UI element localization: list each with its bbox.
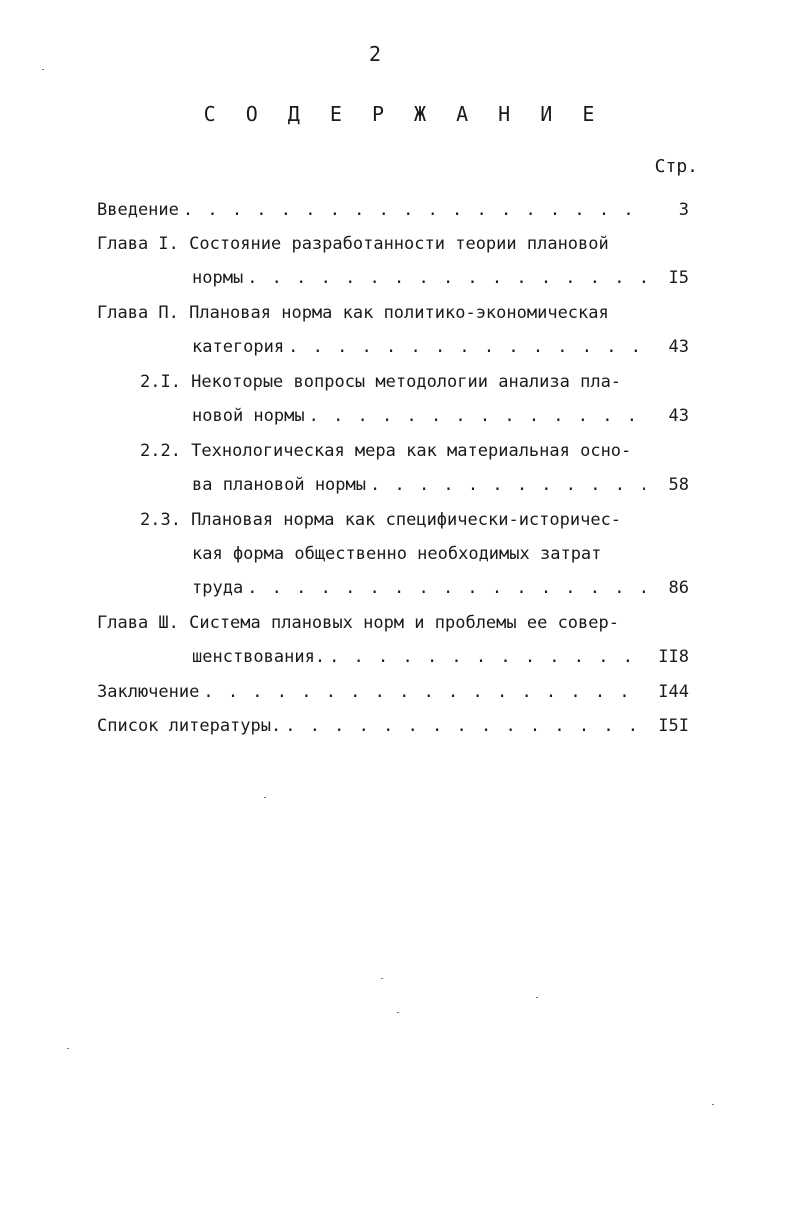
page-number: 2 bbox=[368, 42, 382, 66]
toc-entry-text: 2.I. Некоторые вопросы методологии анализа пла- bbox=[140, 372, 622, 392]
scan-speck bbox=[381, 978, 383, 979]
dot-leader bbox=[183, 197, 645, 223]
toc-entry-text: труда bbox=[192, 578, 244, 598]
toc-entry-text: Глава П. Плановая норма как политико-экономическая bbox=[97, 303, 609, 323]
document-title: С О Д Е Р Ж А Н И Е bbox=[203, 102, 604, 126]
toc-page-number: I5I bbox=[658, 716, 689, 736]
toc-entry-text: шенствования. bbox=[192, 647, 326, 667]
scan-speck bbox=[42, 69, 44, 70]
toc-entry-text: кая форма общественно необходимых затрат bbox=[192, 544, 602, 564]
toc-entry-text: нормы bbox=[192, 268, 244, 288]
dot-leader bbox=[329, 644, 645, 670]
scan-speck bbox=[536, 997, 538, 998]
scan-speck bbox=[67, 1048, 69, 1049]
toc-entry-ch1-line2 bbox=[192, 265, 689, 291]
toc-entry-ch3-line2 bbox=[192, 644, 689, 670]
toc-entry-ch2-line2 bbox=[192, 334, 689, 360]
toc-entry-text: Глава I. Состояние разработанности теории плановой bbox=[97, 234, 609, 254]
page-column-label: Стр. bbox=[654, 156, 698, 177]
toc-entry-text: Список литературы. bbox=[97, 716, 282, 736]
toc-page-number: 86 bbox=[668, 578, 689, 598]
toc-page-number: 43 bbox=[668, 406, 689, 426]
toc-entry-text: новой нормы bbox=[192, 406, 305, 426]
toc-page-number: 43 bbox=[668, 337, 689, 357]
dot-leader bbox=[203, 679, 645, 705]
toc-entry-text: 2.2. Технологическая мера как материальная осно- bbox=[140, 441, 632, 461]
toc-entry-s21-line1 bbox=[140, 369, 700, 395]
toc-entry-text: 2.3. Плановая норма как специфически-историчес- bbox=[140, 510, 622, 530]
scan-speck bbox=[712, 1104, 714, 1105]
toc-entry-intro bbox=[97, 197, 689, 223]
toc-page-number: 3 bbox=[678, 200, 689, 220]
toc-entry-s22-line1 bbox=[140, 438, 700, 464]
dot-leader bbox=[247, 265, 645, 291]
dot-leader bbox=[247, 575, 645, 601]
toc-entry-conclusion bbox=[97, 679, 689, 705]
scan-speck bbox=[264, 797, 266, 798]
dot-leader bbox=[370, 472, 645, 498]
toc-entry-ch3-line1 bbox=[97, 610, 697, 636]
toc-entry-s23-line2 bbox=[192, 541, 692, 567]
toc-entry-ch1-line1 bbox=[97, 231, 697, 257]
dot-leader bbox=[309, 403, 645, 429]
toc-entry-text: Заключение bbox=[97, 682, 200, 702]
toc-entry-s23-line3 bbox=[192, 575, 689, 601]
toc-entry-text: категория bbox=[192, 337, 285, 357]
toc-entry-s21-line2 bbox=[192, 403, 689, 429]
dot-leader bbox=[285, 713, 645, 739]
toc-entry-references bbox=[97, 713, 689, 739]
toc-entry-s23-line1 bbox=[140, 507, 700, 533]
dot-leader bbox=[288, 334, 645, 360]
toc-entry-text: Введение bbox=[97, 200, 179, 220]
toc-entry-text: Глава Ш. Система плановых норм и проблемы ее совер- bbox=[97, 613, 619, 633]
toc-page-number: II8 bbox=[658, 647, 689, 667]
toc-entry-text: ва плановой нормы bbox=[192, 475, 366, 495]
toc-page-number: I5 bbox=[668, 268, 689, 288]
toc-entry-s22-line2 bbox=[192, 472, 689, 498]
toc-page-number: 58 bbox=[668, 475, 689, 495]
scan-speck bbox=[397, 1012, 399, 1013]
toc-page-number: I44 bbox=[658, 682, 689, 702]
toc-entry-ch2-line1 bbox=[97, 300, 697, 326]
